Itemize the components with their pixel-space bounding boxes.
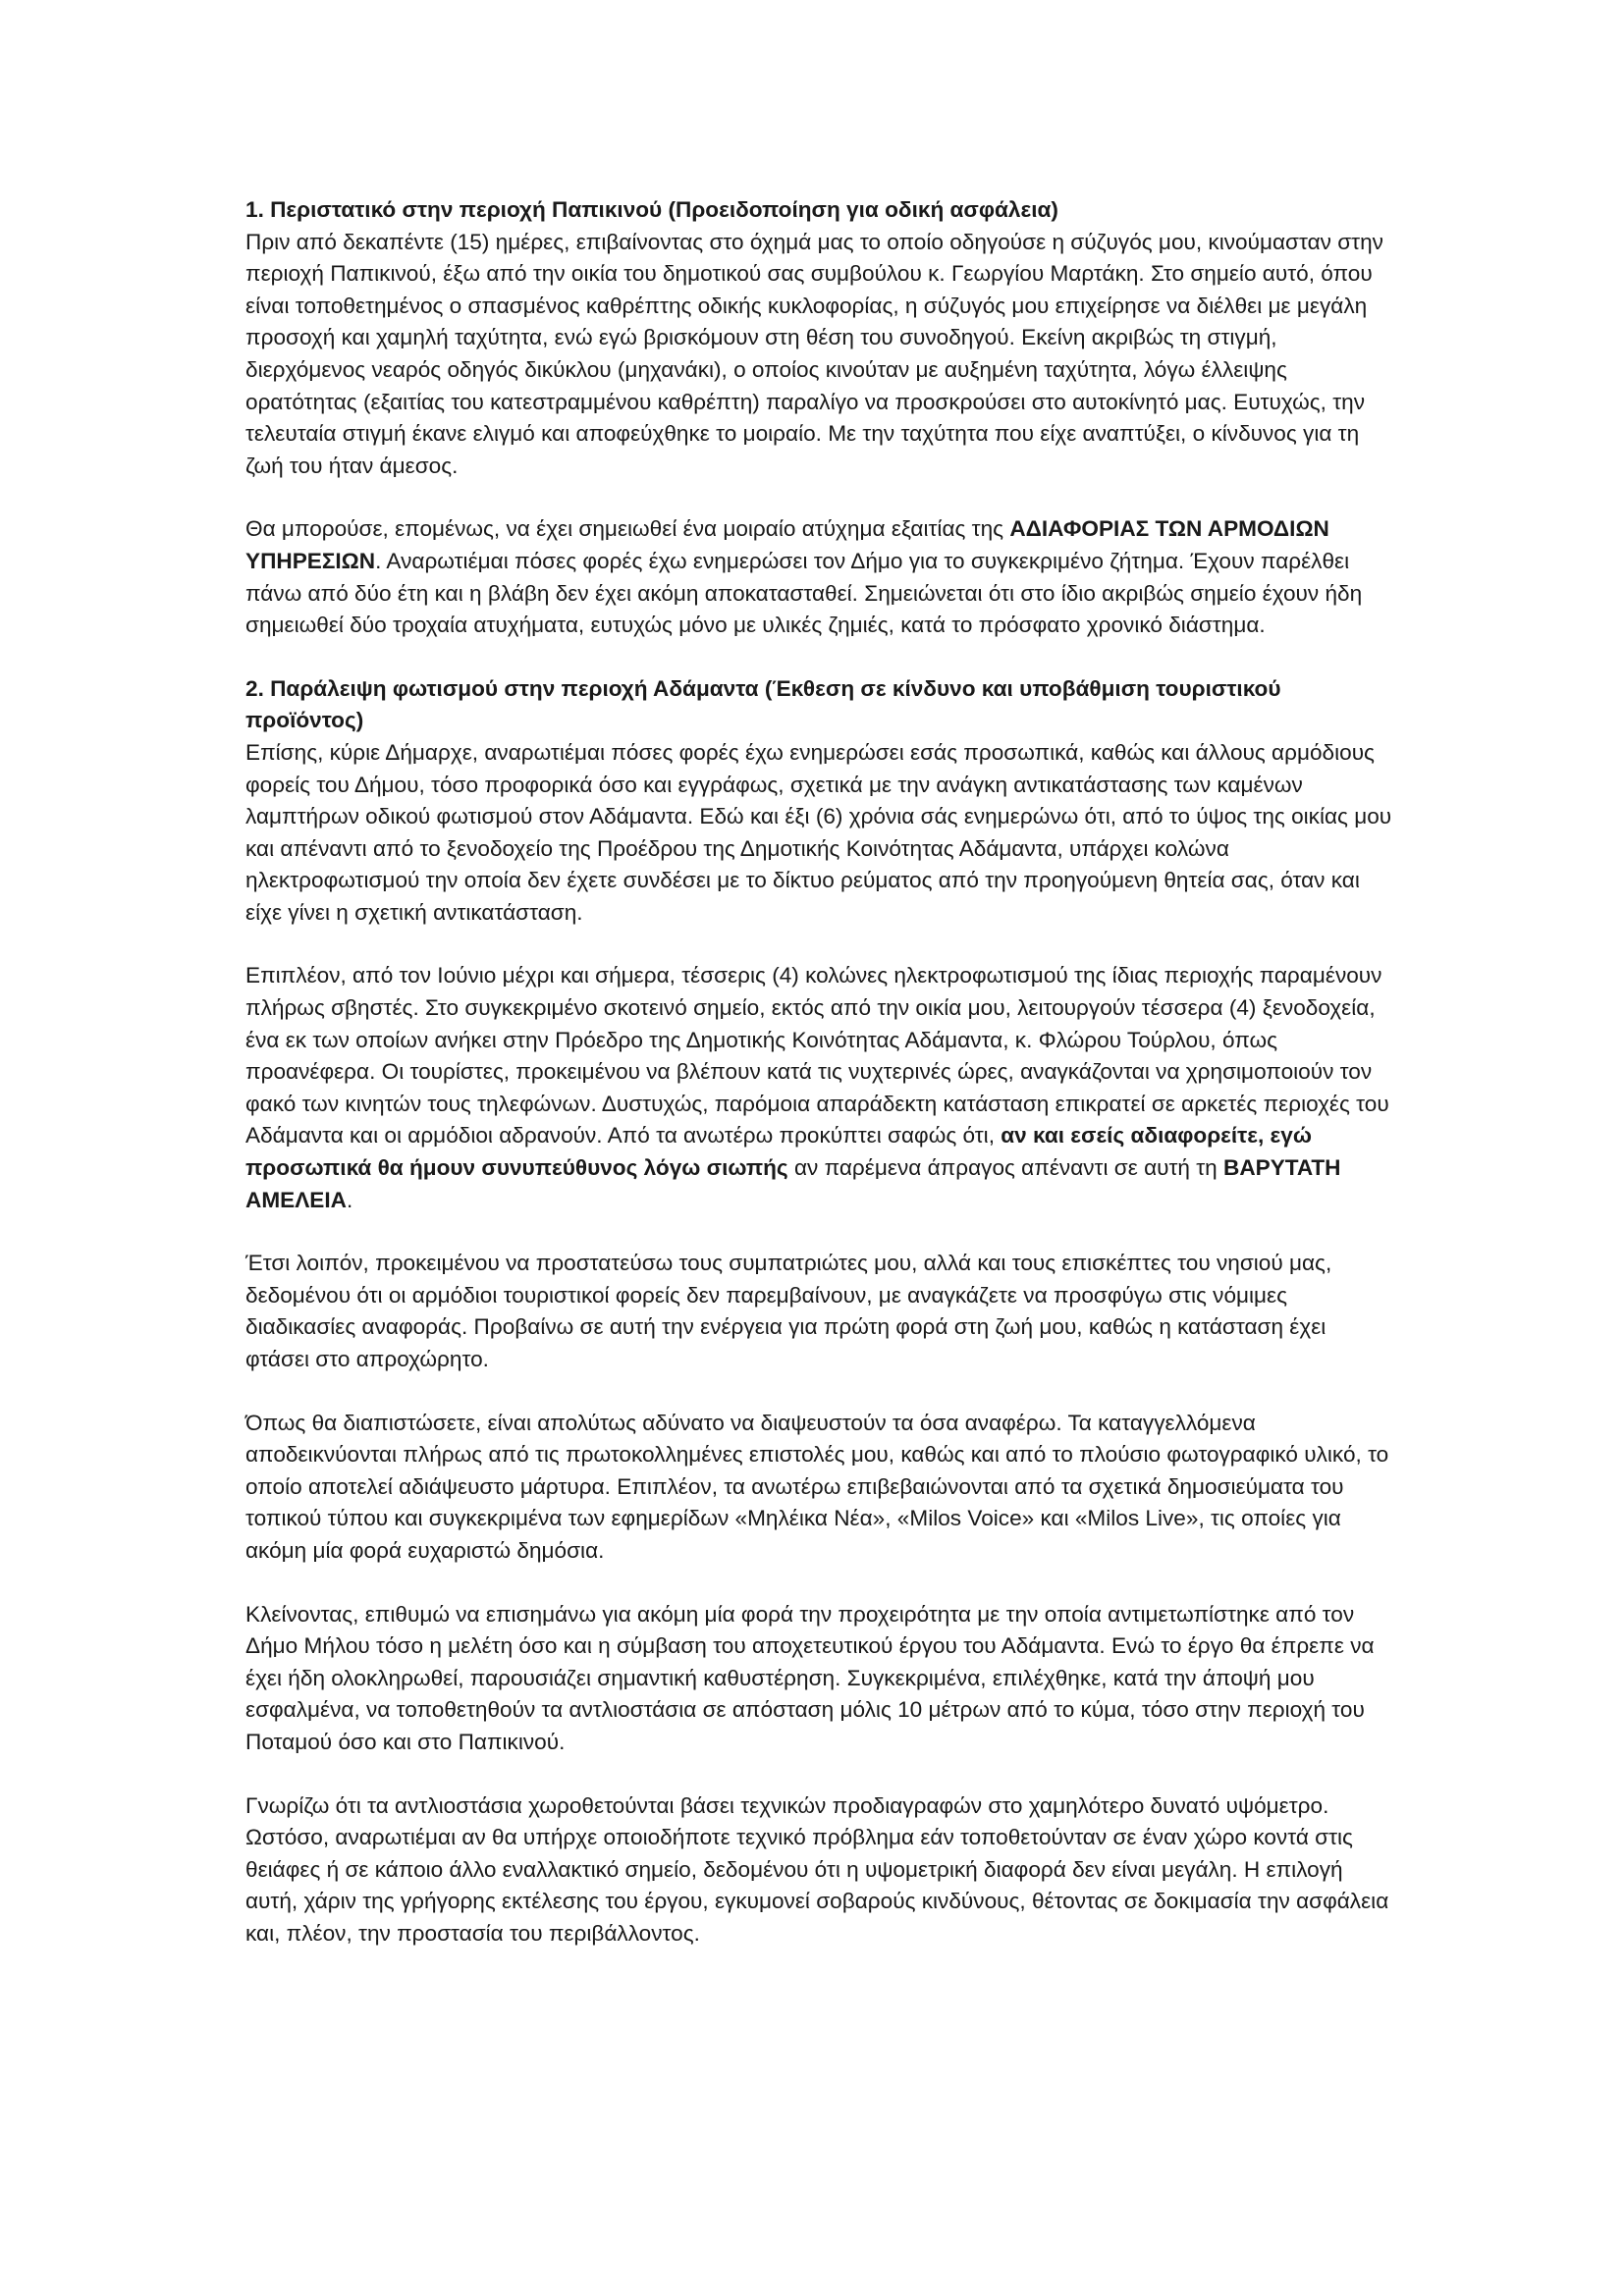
text-run: Πριν από δεκαπέντε (15) ημέρες, επιβαίνοντας στο όχημά μας το οποίο οδηγούσε η σύζυγός μου, κινούμασταν στην περιοχή Παπικινού, έξω από την οικία του δημοτικού σας συμβούλου κ. Γεωργίου Μαρτάκη. Στο σημείο αυτό, όπου είναι τοποθετημένος ο σπασμένος καθρέπτης οδικής κυκλοφορίας, η σύζυγός μου επιχείρησε να διέλθει με μεγάλη προσοχή και χαμηλή ταχύτητα, ενώ εγώ βρισκόμουν στη θέση του συνοδηγού. Εκείνη ακριβώς τη στιγμή, διερχόμενος νεαρός οδηγός δικύκλου (μηχανάκι), ο οποίος κινούταν με αυξημένη ταχύτητα, λόγω έλλειψης ορατότητας (εξαιτίας του κατεστραμμένου καθρέπτη) παραλίγο να προσκρούσει στο αυτοκίνητό μας. Ευτυχώς, την τελευταία στιγμή έκανε ελιγμό και αποφεύχθηκε το μοιραίο. Με την ταχύτητα που είχε αναπτύξει, ο κίνδυνος για τη ζωή του ήταν άμεσος. bbox=[245, 229, 1383, 478]
paragraph bbox=[245, 1790, 1392, 1950]
section-heading: 1. Περιστατικό στην περιοχή Παπικινού (Προειδοποίηση για οδική ασφάλεια) bbox=[245, 197, 1058, 222]
paragraph bbox=[245, 1248, 1392, 1375]
text-run: Όπως θα διαπιστώσετε, είναι απολύτως αδύνατο να διαψευστούν τα όσα αναφέρω. Τα καταγγελλόμενα αποδεικνύονται πλήρως από τις πρωτοκολλημένες επιστολές μου, καθώς και από το πλούσιο φωτογραφικό υλικό, το οποίο αποτελεί αδιάψευστο μάρτυρα. Επιπλέον, τα ανωτέρω επιβεβαιώνονται από τα σχετικά δημοσιεύματα του τοπικού τύπου και συγκεκριμένα των εφημερίδων «Μηλέικα Νέα», «Milos Voice» και «Milos Live», τις οποίες για ακόμη μία φορά ευχαριστώ δημόσια. bbox=[245, 1410, 1389, 1563]
text-run: Κλείνοντας, επιθυμώ να επισημάνω για ακόμη μία φορά την προχειρότητα με την οποία αντιμετωπίστηκε από τον Δήμο Μήλου τόσο η μελέτη όσο και η σύμβαση του αποχετευτικού έργου του Αδάμαντα. Ενώ το έργο θα έπρεπε να έχει ήδη ολοκληρωθεί, παρουσιάζει σημαντική καθυστέρηση. Συγκεκριμένα, επιλέχθηκε, κατά την άποψή μου εσφαλμένα, να τοποθετηθούν τα αντλιοστάσια σε απόσταση μόλις 10 μέτρων από το κύμα, τόσο στην περιοχή του Ποταμού όσο και στο Παπικινού. bbox=[245, 1601, 1375, 1754]
text-run: Έτσι λοιπόν, προκειμένου να προστατεύσω τους συμπατριώτες μου, αλλά και τους επισκέπτες του νησιού μας, δεδομένου ότι οι αρμόδιοι τουριστικοί φορείς δεν παρεμβαίνουν, με αναγκάζετε να προσφύγω στις νόμιμες διαδικασίες αναφοράς. Προβαίνω σε αυτή την ενέργεια για πρώτη φορά στη ζωή μου, καθώς η κατάσταση έχει φτάσει στο απροχώρητο. bbox=[245, 1251, 1332, 1371]
document-page bbox=[245, 194, 1392, 1950]
paragraph bbox=[245, 1599, 1392, 1759]
text-run: Γνωρίζω ότι τα αντλιοστάσια χωροθετούνται βάσει τεχνικών προδιαγραφών στο χαμηλότερο δυνατό υψόμετρο. Ωστόσο, αναρωτιέμαι αν θα υπήρχε οποιοδήποτε τεχνικό πρόβλημα εάν τοποθετούνταν σε έναν χώρο κοντά στις θειάφες ή σε κάποιο άλλο εναλλακτικό σημείο, δεδομένου ότι η υψομετρική διαφορά δεν είναι μεγάλη. Η επιλογή αυτή, χάριν της γρήγορης εκτέλεσης του έργου, εγκυμονεί σοβαρούς κινδύνους, θέτοντας σε δοκιμασία την ασφάλεια και, πλέον, την προστασία του περιβάλλοντος. bbox=[245, 1792, 1389, 1946]
text-run: Επιπλέον, από τον Ιούνιο μέχρι και σήμερα, τέσσερις (4) κολώνες ηλεκτροφωτισμού της ίδιας περιοχής παραμένουν πλήρως σβηστές. Στο συγκεκριμένο σκοτεινό σημείο, εκτός από την οικία μου, λειτουργούν τέσσερα (4) ξενοδοχεία, ένα εκ των οποίων ανήκει στην Πρόεδρο της Δημοτικής Κοινότητας Αδάμαντα, κ. Φλώρου Τούρλου, όπως προανέφερα. Οι τουρίστες, προκειμένου να βλέπουν κατά τις νυχτερινές ώρες, αναγκάζονται να χρησιμοποιούν τον φακό των κινητών τους τηλεφώνων. Δυστυχώς, παρόμοια απαράδεκτη κατάσταση επικρατεί σε αρκετές περιοχές του Αδάμαντα και οι αρμόδιοι αδρανούν. Από τα ανωτέρω προκύπτει σαφώς ότι, bbox=[245, 963, 1389, 1148]
text-run: αν παρέμενα άπραγος απέναντι σε αυτή τη bbox=[787, 1155, 1224, 1181]
section-heading: 2. Παράλειψη φωτισμού στην περιοχή Αδάμαντα (Έκθεση σε κίνδυνο και υποβάθμιση τουριστικού προϊόντος) bbox=[245, 675, 1281, 733]
emphasis-text: ΒΑΡΥΤΑΤΗ ΑΜΕΛΕΙΑ bbox=[245, 1155, 1341, 1212]
emphasis-text: ΑΔΙΑΦΟΡΙΑΣ ΤΩΝ ΑΡΜΟΔΙΩΝ ΥΠΗΡΕΣΙΩΝ bbox=[245, 516, 1329, 573]
paragraph bbox=[245, 513, 1392, 641]
section-lighting bbox=[245, 673, 1392, 1950]
emphasis-text: αν και εσείς αδιαφορείτε, εγώ προσωπικά θα ήμουν συνυπεύθυνος λόγω σιωπής bbox=[245, 1123, 1312, 1181]
paragraph bbox=[245, 960, 1392, 1216]
text-run: . bbox=[346, 1187, 353, 1212]
paragraph bbox=[245, 1408, 1392, 1568]
section-road-safety bbox=[245, 194, 1392, 642]
text-run: Επίσης, κύριε Δήμαρχε, αναρωτιέμαι πόσες φορές έχω ενημερώσει εσάς προσωπικά, καθώς και άλλους αρμόδιους φορείς του Δήμου, τόσο προφορικά όσο και εγγράφως, σχετικά με την ανάγκη αντικατάστασης των καμένων λαμπτήρων οδικού φωτισμού στον Αδάμαντα. Εδώ και έξι (6) χρόνια σάς ενημερώνω ότι, από το ύψος της οικίας μου και απέναντι από το ξενοδοχείο της Προέδρου της Δημοτικής Κοινότητας Αδάμαντα, υπάρχει κολώνα ηλεκτροφωτισμού την οποία δεν έχετε συνδέσει με το δίκτυο ρεύματος από την προηγούμενη θητεία σας, όταν και είχε γίνει η σχετική αντικατάσταση. bbox=[245, 739, 1392, 925]
paragraph bbox=[245, 227, 1392, 483]
text-run: . Αναρωτιέμαι πόσες φορές έχω ενημερώσει τον Δήμο για το συγκεκριμένο ζήτημα. Έχουν παρέλθει πάνω από δύο έτη και η βλάβη δεν έχει ακόμη αποκατασταθεί. Σημειώνεται ότι στο ίδιο ακριβώς σημείο έχουν ήδη σημειωθεί δύο τροχαία ατυχήματα, ευτυχώς μόνο με υλικές ζημιές, κατά το πρόσφατο χρονικό διάστημα. bbox=[245, 548, 1363, 638]
paragraph bbox=[245, 737, 1392, 930]
text-run: Θα μπορούσε, επομένως, να έχει σημειωθεί ένα μοιραίο ατύχημα εξαιτίας της bbox=[245, 516, 1010, 542]
